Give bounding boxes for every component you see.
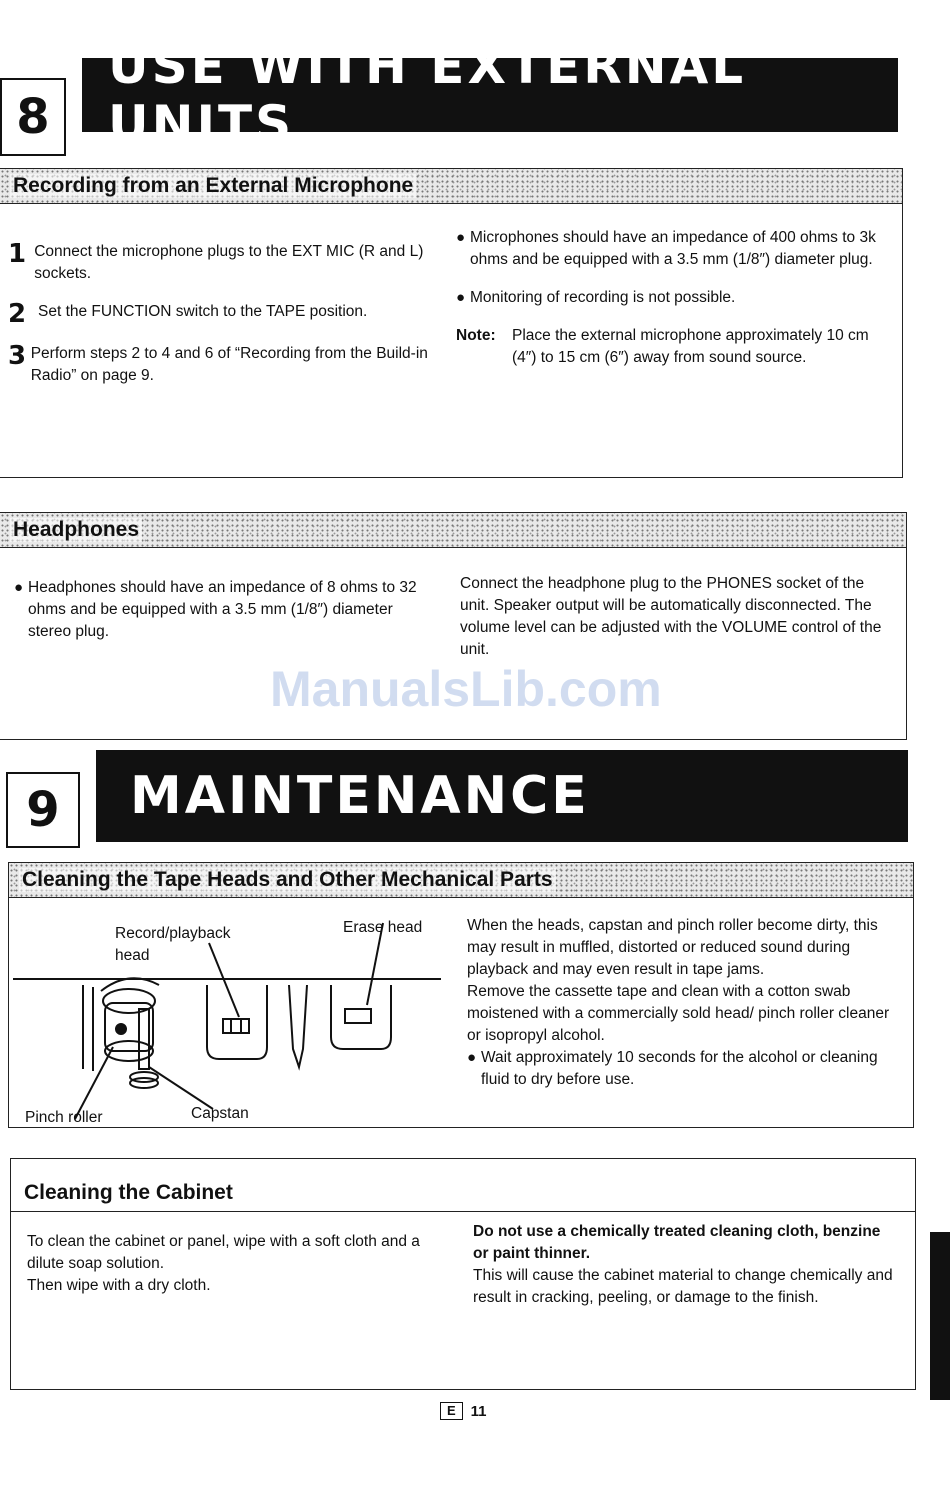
cleaning-cabinet-left-line2: Then wipe with a dry cloth. — [27, 1277, 211, 1294]
bullet-dot-icon: ● — [14, 579, 24, 596]
step-item — [8, 241, 428, 285]
bullet-dot-icon: ● — [456, 229, 466, 246]
label-erase-head: Erase head — [343, 919, 423, 936]
ext-mic-heading: Recording from an External Microphone — [10, 174, 416, 198]
cleaning-heads-para2: Remove the cassette tape and clean with a cotton swab moistened with a commercially sold head/ pinch roller cleaner or isopropyl alcohol. — [467, 983, 890, 1044]
side-thumb-tab — [930, 1232, 950, 1400]
bullet-text: Microphones should have an impedance of 400 ohms to 3k ohms and be equipped with a 3.5 mm (1/8″) diameter plug. — [470, 229, 876, 268]
cleaning-heads-heading: Cleaning the Tape Heads and Other Mechanical Parts — [19, 868, 556, 892]
step-number: 3 — [8, 341, 27, 371]
bullet-text: Headphones should have an impedance of 8 ohms to 32 ohms and be equipped with a 3.5 mm (1/8″) diameter stereo plug. — [28, 579, 417, 640]
step-text: Connect the microphone plugs to the EXT MIC (R and L) sockets. — [34, 243, 424, 282]
cleaning-cabinet-section — [10, 1158, 916, 1390]
bullet-text: Wait approximately 10 seconds for the alcohol or cleaning fluid to dry before use. — [481, 1049, 878, 1088]
cleaning-cabinet-left — [27, 1231, 447, 1297]
headphones-header-bar — [0, 513, 906, 548]
step-text: Perform steps 2 to 4 and 6 of “Recording from the Build-in Radio” on page 9. — [30, 345, 428, 384]
section-number-9: 9 — [6, 772, 80, 848]
page-number: 11 — [470, 1402, 487, 1420]
bullet-item — [456, 287, 884, 309]
cleaning-cabinet-warning: Do not use a chemically treated cleaning cloth, benzine or paint thinner. — [473, 1223, 881, 1262]
section-8-title: USE WITH EXTERNAL UNITS — [108, 37, 747, 153]
section-8-title-banner — [82, 37, 898, 153]
section-9-title: MAINTENANCE — [130, 766, 590, 826]
headphones-right — [460, 573, 886, 661]
bullet-text: Monitoring of recording is not possible. — [470, 289, 736, 306]
ext-mic-steps — [8, 241, 428, 403]
label-capstan: Capstan — [191, 1105, 249, 1122]
step-number: 1 — [8, 239, 27, 269]
bullet-dot-icon: ● — [456, 289, 466, 306]
headphones-heading: Headphones — [10, 518, 142, 542]
note-label: Note: — [456, 327, 496, 344]
step-item — [8, 301, 428, 327]
cleaning-heads-section — [8, 862, 914, 1128]
section-number-8: 8 — [0, 78, 66, 156]
step-text: Set the FUNCTION switch to the TAPE position. — [38, 303, 368, 320]
headphones-left — [14, 577, 434, 659]
label-pinch-roller: Pinch roller — [25, 1109, 103, 1126]
bullet-item — [14, 577, 434, 643]
ext-mic-section — [0, 168, 903, 478]
headphones-text: Connect the headphone plug to the PHONES socket of the unit. Speaker output will be automatically disconnected. The volume level can be adjusted with the VOLUME control of the unit. — [460, 575, 882, 658]
cleaning-cabinet-header-bar — [11, 1159, 915, 1212]
ext-mic-header-bar — [0, 169, 902, 204]
cleaning-cabinet-heading: Cleaning the Cabinet — [21, 1181, 236, 1205]
cleaning-cabinet-right — [473, 1221, 897, 1309]
cleaning-heads-header-bar — [9, 863, 913, 898]
step-number: 2 — [8, 299, 27, 329]
section-9-title-banner — [96, 750, 908, 842]
bullet-dot-icon: ● — [467, 1049, 477, 1066]
bullet-item — [467, 1047, 893, 1091]
label-head: head — [115, 947, 150, 964]
watermark: ManualsLib.com — [270, 661, 662, 717]
bullet-item — [456, 227, 884, 271]
cleaning-heads-text — [467, 915, 893, 1107]
language-badge: E — [440, 1402, 463, 1420]
ext-mic-notes — [456, 227, 884, 369]
cleaning-cabinet-right-text: This will cause the cabinet material to change chemically and result in cracking, peeling, or damage to the finish. — [473, 1267, 893, 1306]
step-item — [8, 343, 428, 387]
note — [456, 325, 884, 369]
note-text: Place the external microphone approximately 10 cm (4″) to 15 cm (6″) away from sound source. — [512, 327, 869, 366]
label-record-playback: Record/playback — [115, 925, 231, 942]
page-footer — [440, 1402, 487, 1420]
cleaning-heads-para1: When the heads, capstan and pinch roller become dirty, this may result in muffled, distorted or reduced sound during playback and may even result in tape jams. — [467, 917, 878, 978]
cleaning-cabinet-left-line1: To clean the cabinet or panel, wipe with a soft cloth and a dilute soap solution. — [27, 1233, 420, 1272]
